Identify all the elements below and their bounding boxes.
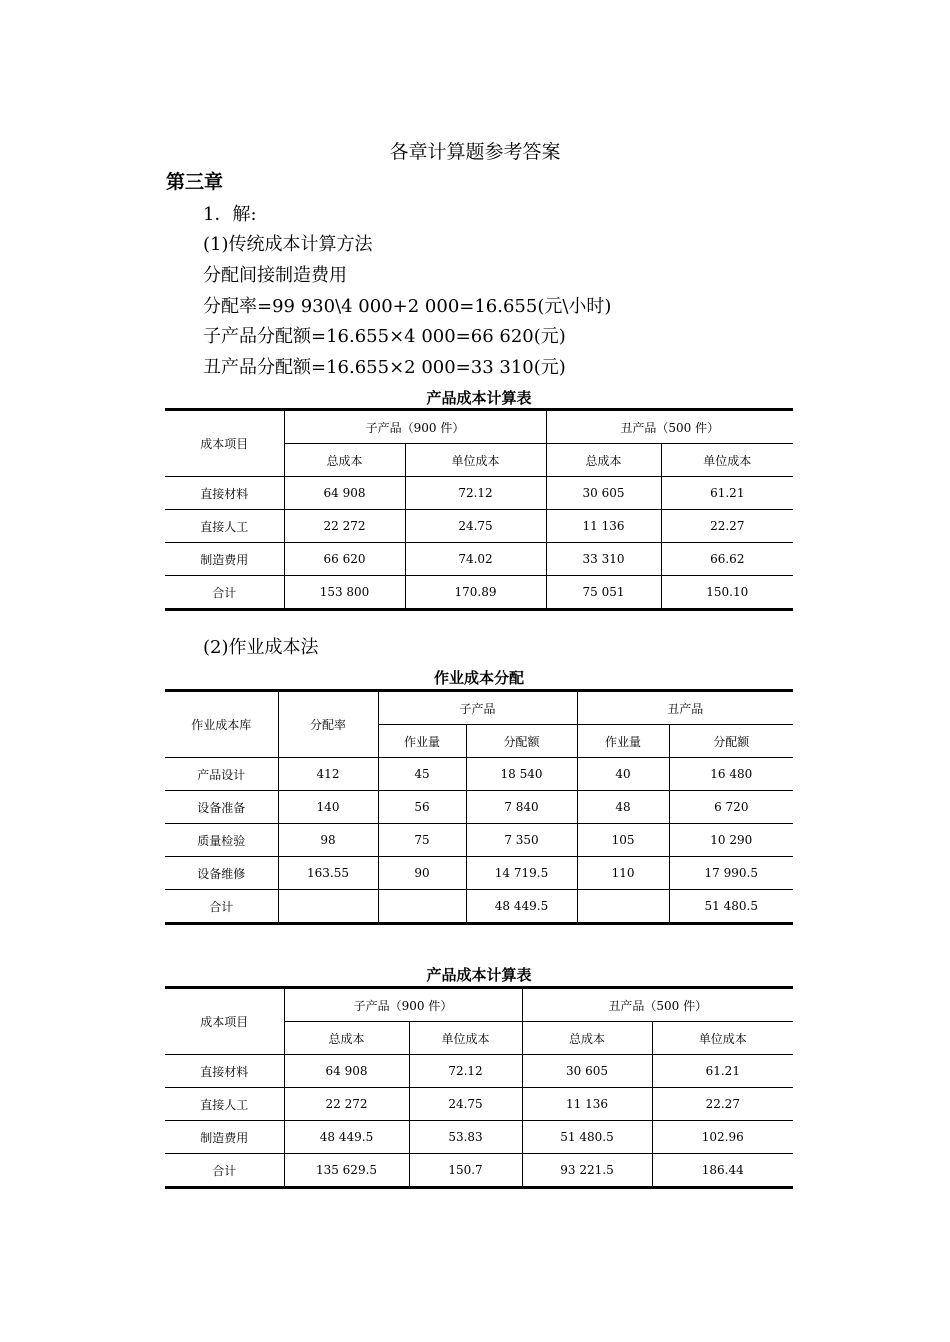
table-cell: 质量检验 xyxy=(165,824,278,857)
table-cell: 153 800 xyxy=(284,576,405,610)
table-cell: 51 480.5 xyxy=(522,1121,652,1154)
table-row-total xyxy=(165,890,793,924)
header-unit-cost: 单位成本 xyxy=(409,1022,522,1055)
header-allocated-amount: 分配额 xyxy=(669,725,793,758)
table-cell: 22.27 xyxy=(661,510,793,543)
table-cell: 150.10 xyxy=(661,576,793,610)
table-cell: 30 605 xyxy=(522,1055,652,1088)
table-cell: 7 840 xyxy=(466,791,577,824)
table-cell xyxy=(577,890,669,924)
table-cell: 17 990.5 xyxy=(669,857,793,890)
table-cell: 22.27 xyxy=(652,1088,793,1121)
table-cell: 合计 xyxy=(165,890,278,924)
table-cell: 61.21 xyxy=(661,477,793,510)
question-number: 1．解: xyxy=(203,204,257,225)
cost-table-traditional xyxy=(165,408,793,611)
product-chou-allocation-line: 丑产品分配额=16.655×2 000=33 310(元) xyxy=(203,357,566,378)
table-cell: 61.21 xyxy=(652,1055,793,1088)
table-cell: 合计 xyxy=(165,576,284,610)
table-cell: 64 908 xyxy=(284,477,405,510)
table-cell: 11 136 xyxy=(522,1088,652,1121)
table-row-total xyxy=(165,576,793,610)
table-row xyxy=(165,1121,793,1154)
allocation-subheading: 分配间接制造费用 xyxy=(203,265,347,286)
table-cell: 75 051 xyxy=(546,576,661,610)
table-cell: 设备准备 xyxy=(165,791,278,824)
table-cell: 7 350 xyxy=(466,824,577,857)
table-row xyxy=(165,824,793,857)
table-cell: 56 xyxy=(378,791,466,824)
table-cell: 48 449.5 xyxy=(466,890,577,924)
table-row xyxy=(165,758,793,791)
table-cell: 98 xyxy=(278,824,378,857)
table-cell: 设备维修 xyxy=(165,857,278,890)
header-rate: 分配率 xyxy=(278,691,378,758)
header-allocated-amount: 分配额 xyxy=(466,725,577,758)
product-zi-allocation-line: 子产品分配额=16.655×4 000=66 620(元) xyxy=(203,326,566,347)
table-cell: 16 480 xyxy=(669,758,793,791)
table-cell: 48 xyxy=(577,791,669,824)
table-cell: 18 540 xyxy=(466,758,577,791)
table-cell: 制造费用 xyxy=(165,1121,284,1154)
table-cell: 14 719.5 xyxy=(466,857,577,890)
table-row xyxy=(165,510,793,543)
table-cell: 90 xyxy=(378,857,466,890)
header-total-cost: 总成本 xyxy=(284,1022,409,1055)
table-row xyxy=(165,477,793,510)
header-cost-pool: 作业成本库 xyxy=(165,691,278,758)
table-cell: 170.89 xyxy=(405,576,546,610)
table-cell: 40 xyxy=(577,758,669,791)
chapter-heading: 第三章 xyxy=(166,171,224,193)
table-cell: 51 480.5 xyxy=(669,890,793,924)
header-group-zi: 子产品 xyxy=(378,691,577,725)
table-cell: 直接材料 xyxy=(165,477,284,510)
table-row xyxy=(165,1055,793,1088)
table-cell: 53.83 xyxy=(409,1121,522,1154)
table-row xyxy=(165,543,793,576)
table-row xyxy=(165,791,793,824)
table-cell: 直接人工 xyxy=(165,510,284,543)
table-cell: 74.02 xyxy=(405,543,546,576)
header-group-chou: 丑产品 xyxy=(577,691,793,725)
method-heading-traditional: (1)传统成本计算方法 xyxy=(203,234,373,255)
table-cell: 412 xyxy=(278,758,378,791)
table-cell: 10 290 xyxy=(669,824,793,857)
table-cell: 30 605 xyxy=(546,477,661,510)
table-cell: 163.55 xyxy=(278,857,378,890)
table-cell: 72.12 xyxy=(409,1055,522,1088)
table-cell: 72.12 xyxy=(405,477,546,510)
header-cost-item: 成本项目 xyxy=(165,410,284,477)
header-total-cost: 总成本 xyxy=(284,444,405,477)
table-cell: 24.75 xyxy=(409,1088,522,1121)
header-group-chou: 丑产品（500 件） xyxy=(522,988,793,1022)
table-cell: 75 xyxy=(378,824,466,857)
table-cell xyxy=(278,890,378,924)
table2-title: 作业成本分配 xyxy=(433,669,524,687)
header-unit-cost: 单位成本 xyxy=(661,444,793,477)
header-group-zi: 子产品（900 件） xyxy=(284,988,522,1022)
table-row-total xyxy=(165,1154,793,1188)
table-cell: 产品设计 xyxy=(165,758,278,791)
header-total-cost: 总成本 xyxy=(522,1022,652,1055)
table-cell: 合计 xyxy=(165,1154,284,1188)
table-cell: 110 xyxy=(577,857,669,890)
table-cell: 93 221.5 xyxy=(522,1154,652,1188)
header-activity-qty: 作业量 xyxy=(577,725,669,758)
header-unit-cost: 单位成本 xyxy=(652,1022,793,1055)
activity-cost-allocation-table xyxy=(165,689,793,925)
table-row xyxy=(165,857,793,890)
table-cell: 24.75 xyxy=(405,510,546,543)
table-cell xyxy=(378,890,466,924)
header-activity-qty: 作业量 xyxy=(378,725,466,758)
table-cell: 105 xyxy=(577,824,669,857)
table-cell: 22 272 xyxy=(284,510,405,543)
table1-title: 产品成本计算表 xyxy=(426,389,532,407)
table-cell: 6 720 xyxy=(669,791,793,824)
table-cell: 11 136 xyxy=(546,510,661,543)
table-cell: 66.62 xyxy=(661,543,793,576)
table-row xyxy=(165,1088,793,1121)
table3-title: 产品成本计算表 xyxy=(426,966,532,984)
table-cell: 48 449.5 xyxy=(284,1121,409,1154)
table-cell: 45 xyxy=(378,758,466,791)
table-cell: 150.7 xyxy=(409,1154,522,1188)
document-title: 各章计算题参考答案 xyxy=(389,141,561,163)
table-cell: 直接人工 xyxy=(165,1088,284,1121)
table-cell: 135 629.5 xyxy=(284,1154,409,1188)
table-cell: 66 620 xyxy=(284,543,405,576)
table-cell: 22 272 xyxy=(284,1088,409,1121)
table-cell: 33 310 xyxy=(546,543,661,576)
cost-table-abc xyxy=(165,986,793,1189)
table-cell: 直接材料 xyxy=(165,1055,284,1088)
table-cell: 102.96 xyxy=(652,1121,793,1154)
header-group-zi: 子产品（900 件） xyxy=(284,410,546,444)
table-cell: 64 908 xyxy=(284,1055,409,1088)
method-heading-abc: (2)作业成本法 xyxy=(203,637,319,658)
header-cost-item: 成本项目 xyxy=(165,988,284,1055)
table-cell: 186.44 xyxy=(652,1154,793,1188)
table-cell: 140 xyxy=(278,791,378,824)
header-group-chou: 丑产品（500 件） xyxy=(546,410,793,444)
header-unit-cost: 单位成本 xyxy=(405,444,546,477)
header-total-cost: 总成本 xyxy=(546,444,661,477)
table-cell: 制造费用 xyxy=(165,543,284,576)
allocation-rate-line: 分配率=99 930\4 000+2 000=16.655(元\小时) xyxy=(203,296,612,317)
